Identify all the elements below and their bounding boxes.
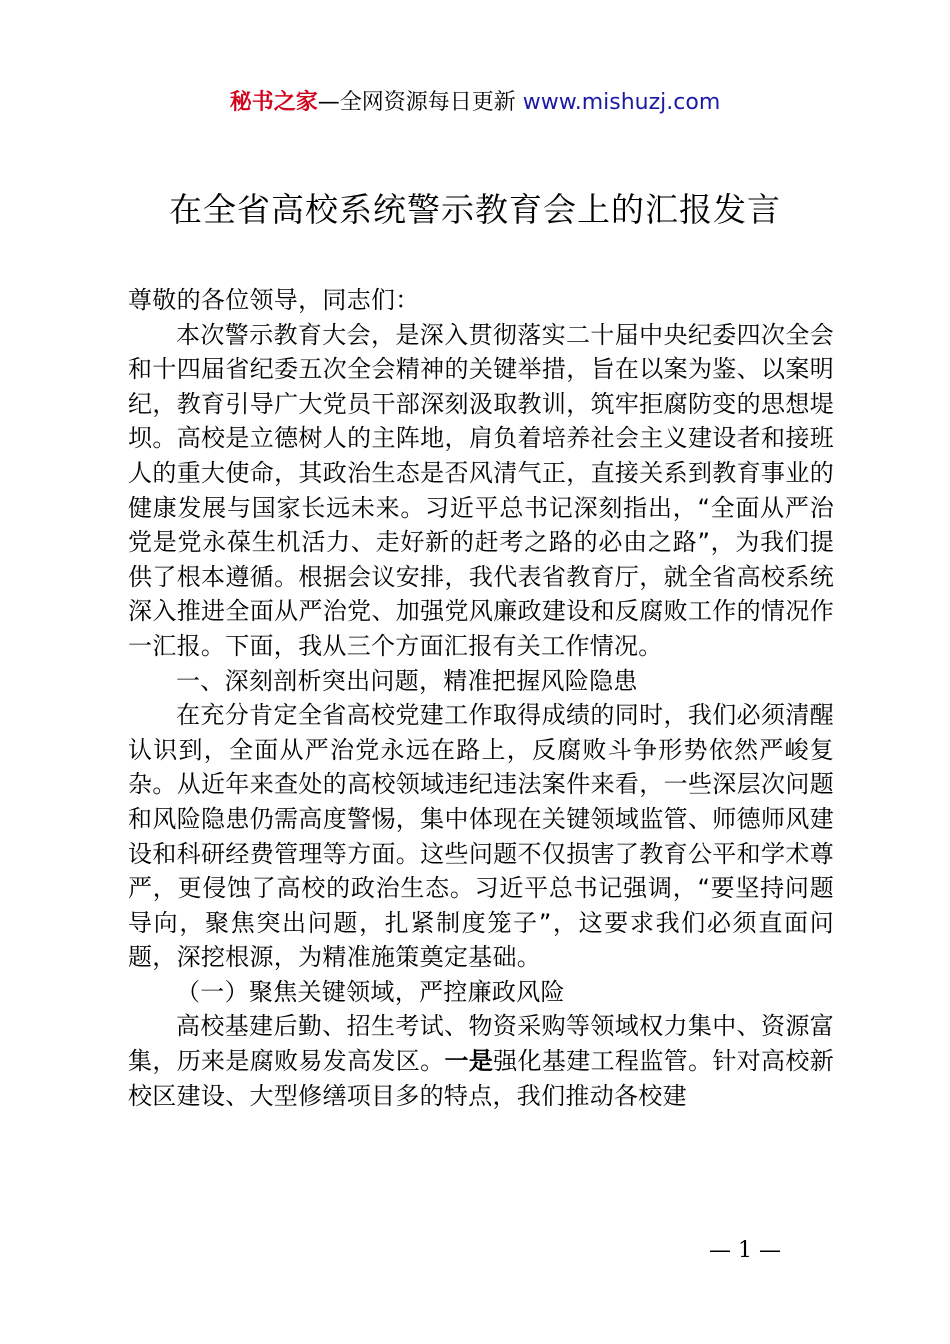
paragraph-intro: 本次警示教育大会，是深入贯彻落实二十届中央纪委四次全会和十四届省纪委五次全会精神的关键举措，旨在以案为鉴、以案明纪，教育引导广大党员干部深刻汲取教训，筑牢拒腐防变的思想堤坝。高校是立德树人的主阵地，肩负着培养社会主义建设者和接班人的重大使命，其政治生态是否风清气正，直接关系到教育事业的健康发展与国家长远未来。习近平总书记深刻指出，“全面从严治党是党永葆生机活力、走好新的赶考之路的必由之路”，为我们提供了根本遵循。根据会议安排，我代表省教育厅，就全省高校系统深入推进全面从严治党、加强党风廉政建设和反腐败工作的情况作一汇报。下面，我从三个方面汇报有关工作情况。 xyxy=(128,320,834,660)
section-heading-1: 一、深刻剖析突出问题，精准把握风险隐患 xyxy=(176,666,638,695)
page-number: — 1 — xyxy=(709,1238,781,1263)
header-tagline: —全网资源每日更新 xyxy=(317,90,523,115)
site-header xyxy=(0,88,950,118)
paragraph-problems: 在充分肯定全省高校党建工作取得成绩的同时，我们必须清醒认识到，全面从严治党永远在路上，反腐败斗争形势依然严峻复杂。从近年来查处的高校领域违纪违法案件来看，一些深层次问题和风险隐患仍需高度警惕，集中体现在关键领域监管、师德师风建设和科研经费管理等方面。这些问题不仅损害了教育公平和学术尊严，更侵蚀了高校的政治生态。习近平总书记强调，“要坚持问题导向，聚焦突出问题，扎紧制度笼子”，这要求我们必须直面问题，深挖根源，为精准施策奠定基础。 xyxy=(128,701,834,972)
emphasis-first: 一是 xyxy=(444,1047,494,1076)
salutation: 尊敬的各位领导，同志们： xyxy=(128,286,420,314)
paragraph-key-areas-start: 高校基建后勤、招生考试、物资采购等领域权力集中、资源富集，历来是腐败易发高发区。 xyxy=(128,1012,834,1076)
site-url-link[interactable]: www.mishuzj.com xyxy=(522,90,721,115)
subsection-heading-1: （一）聚焦关键领域，严控廉政风险 xyxy=(176,977,565,1006)
document-title: 在全省高校系统警示教育会上的汇报发言 xyxy=(169,190,781,229)
paragraph-key-areas xyxy=(128,1009,834,1113)
brand-name: 秘书之家 xyxy=(229,90,318,115)
document-body xyxy=(128,283,834,1113)
paragraph-key-areas-end: 强化基建工程监管。针对高校新校区建设、大型修缮项目多的特点，我们推动各校建 xyxy=(128,1047,834,1110)
